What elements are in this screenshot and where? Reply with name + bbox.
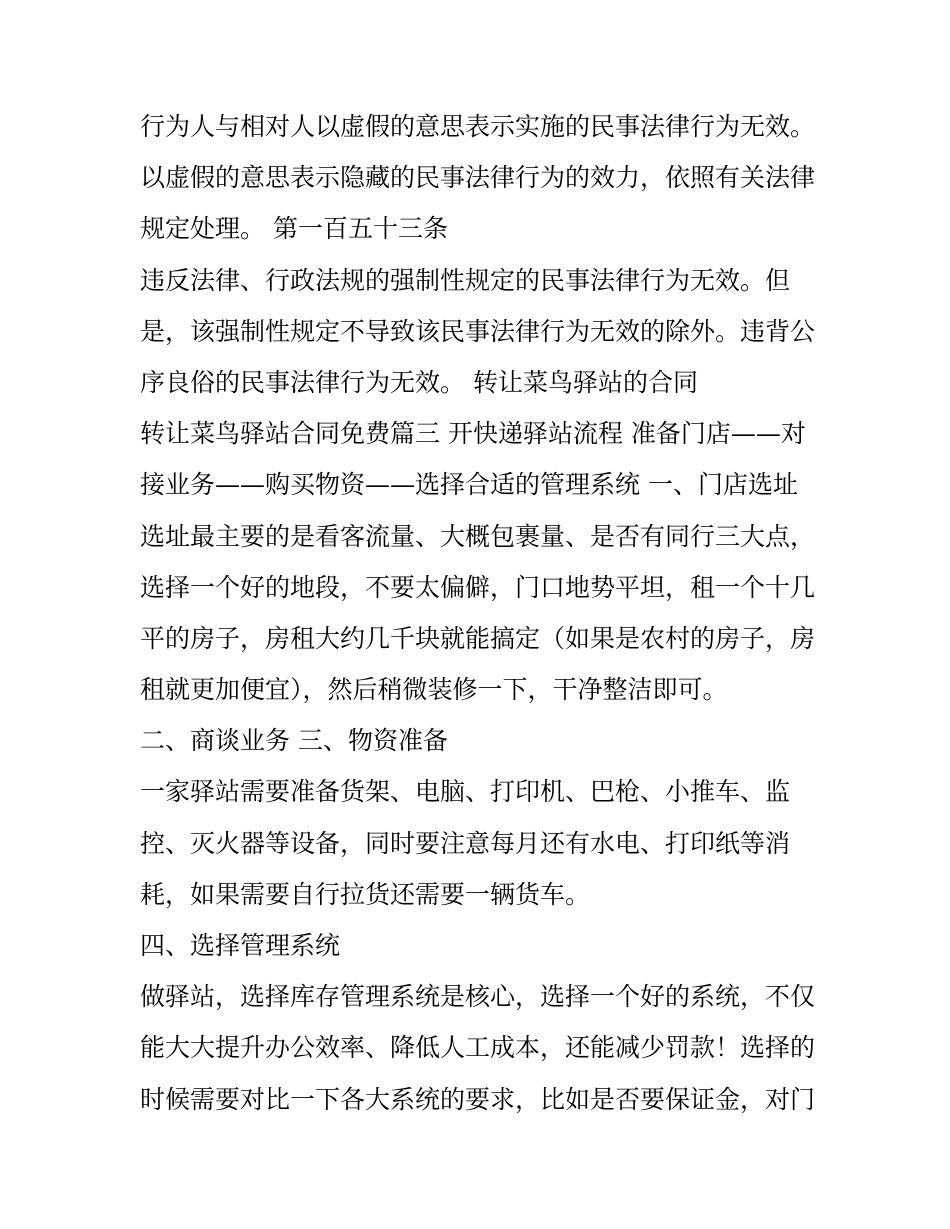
text-line: 选择一个好的地段，不要太偏僻，门口地势平坦，租一个十几 <box>140 572 816 602</box>
text-line: 以虚假的意思表示隐藏的民事法律行为的效力，依照有关法律 <box>140 163 816 193</box>
text-line: 平的房子，房租大约几千块就能搞定（如果是农村的房子，房 <box>140 623 816 653</box>
text-line: 时候需要对比一下各大系统的要求，比如是否要保证金，对门 <box>140 1084 816 1114</box>
text-line: 做驿站，选择库存管理系统是核心，选择一个好的系统，不仅 <box>140 982 816 1012</box>
text-line: 规定处理。 第一百五十三条 <box>140 214 448 244</box>
text-line: 耗，如果需要自行拉货还需要一辆货车。 <box>140 879 591 909</box>
text-line: 一家驿站需要准备货架、电脑、打印机、巴枪、小推车、监 <box>140 777 791 807</box>
text-line: 违反法律、行政法规的强制性规定的民事法律行为无效。但 <box>140 265 791 295</box>
text-line: 四、选择管理系统 <box>140 931 341 960</box>
text-line: 接业务——购买物资——选择合适的管理系统 一、门店选址 <box>140 470 798 500</box>
text-line: 序良俗的民事法律行为无效。 转让菜鸟驿站的合同 <box>140 367 698 397</box>
text-line: 能大大提升办公效率、降低人工成本，还能减少罚款！选择的 <box>140 1033 816 1063</box>
text-line: 是，该强制性规定不导致该民事法律行为无效的除外。违背公 <box>140 316 816 346</box>
text-line: 转让菜鸟驿站合同免费篇三 开快递驿站流程 准备门店——对 <box>140 419 806 449</box>
document-body <box>140 101 820 1125</box>
text-line: 控、灭火器等设备，同时要注意每月还有水电、打印纸等消 <box>140 828 791 858</box>
text-line: 行为人与相对人以虚假的意思表示实施的民事法律行为无效。 <box>140 112 816 141</box>
text-line: 选址最主要的是看客流量、大概包裹量、是否有同行三大点， <box>140 521 816 551</box>
text-line: 租就更加便宜），然后稍微装修一下，干净整洁即可。 <box>140 675 728 705</box>
text-line: 二、商谈业务 三、物资准备 <box>140 726 448 756</box>
